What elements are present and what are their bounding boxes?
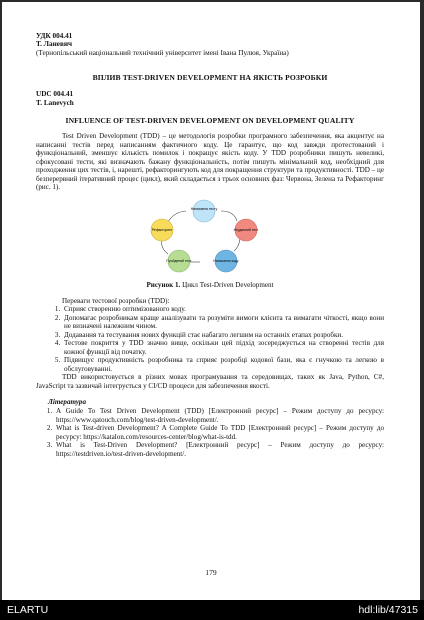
node-failed-test (234, 219, 259, 241)
list-item: 4. Тестове покриття у TDD значно вище, оскільки цей підхід зосереджується на створенні тестів для кожної функції від початку. (62, 339, 384, 356)
list-item: 3. Додавання та тестування нових функцій стає набагато легшим на останніх етапах розробки. (62, 331, 384, 340)
advantages-intro: Переваги тестової розробки (TDD): (62, 296, 170, 305)
node-failed-test-label: Неудачний тест (233, 227, 259, 232)
node-write-test-circle (193, 200, 215, 222)
node-write-code (213, 250, 238, 272)
reference-item: 3. What is Test-Driven Development? [Електронний ресурс] – Режим доступу до ресурсу: https://testdriven.io/test-driven-development/. (54, 441, 384, 458)
node-write-test-label: Написання тесту (190, 206, 218, 211)
document-page (2, 2, 420, 600)
node-passed-test (166, 250, 192, 272)
footer-repository-label: ELARTU (7, 604, 49, 616)
list-item: 5. Підвищує продуктивність розробника та сприяє розробці кодової бази, яка є гнучкою та легкою в обслуговуванні. (62, 356, 384, 373)
node-passed-test-label: Пройдений тест (166, 258, 192, 263)
node-write-test (191, 200, 218, 222)
references-list (36, 407, 384, 458)
diagram-nodes (151, 200, 259, 272)
title-ua: ВПЛИВ TEST-DRIVEN DEVELOPMENT НА ЯКІСТЬ РОЗРОБКИ (92, 73, 328, 83)
affiliation: (Тернопільський національний технічний університет імені Івана Пулюя, Україна) (36, 48, 289, 57)
tdd-cycle-diagram (142, 198, 278, 278)
author-en: T. Lanevych (36, 98, 74, 107)
literature-heading: Література (48, 398, 86, 407)
author-ua: Т. Ланевич (36, 40, 73, 49)
header-en-block (36, 90, 384, 107)
list-item: 2. Допомагає розробникам краще аналізувати та розуміти вимоги клієнта та вимагати чіткості, якщо вони не визначені належним чином. (62, 314, 384, 331)
node-write-code-label: Написання коду (213, 258, 239, 263)
closing-paragraph: TDD використовується в різних мовах програмування та середовищах, таких як Java, Python, C#, JavaScript та зазвичай інтегрується у CI/CD процеси для забезпечення якості. (36, 373, 384, 390)
header-block (36, 32, 384, 57)
intro-paragraph: Test Driven Development (TDD) – це методологія розробки програмного забезпечення, яка акцентує на написанні тестів перед написанням фактичного коду. Це гарантує, що код завжди протестований і функціональний, зменшує кількість помилок і покращує якість коду. У TDD розробники пишуть невеликі, сфокусовані тести, які визначають бажану функціональність, потім пишуть мінімальний код, необхідний для проходження цих тестів, і, нарешті, рефакторингують код для покращення структури та продуктивності. TDD – це безперервний ітеративний процес (цикл), який складається з трьох основних фаз: Червона, Зелена та Рефакторинг (рис. 1). (36, 132, 384, 192)
reference-item: 1. A Guide To Test Driven Development (TDD) [Електронний ресурс] – Режим доступу до ресурсу: https://www.qatouch.com/blog/test-driven-development/. (54, 407, 384, 424)
list-item: 1. Сприяє створенню оптимізованого коду. (62, 305, 384, 314)
caption-label: Рисунок 1. (146, 280, 181, 289)
node-refactoring-label: Рефакторинг (151, 227, 173, 232)
caption-text: Цикл Test-Driven Development (180, 280, 274, 289)
page-number: 179 (205, 568, 217, 577)
title-en: INFLUENCE OF TEST-DRIVEN DEVELOPMENT ON DEVELOPMENT QUALITY (65, 116, 355, 126)
reference-item: 2. What is Test-driven Development? A Complete Guide To TDD [Електронний ресурс] – Режим доступу до ресурсу: https://katalon.com/resources-center/blog/what-is-tdd. (54, 424, 384, 441)
viewer-footer (0, 600, 424, 620)
udc-ua: УДК 004.41 (36, 32, 73, 40)
footer-handle-link[interactable]: hdl:lib/47315 (358, 604, 418, 616)
advantages-list (36, 305, 384, 373)
udc-en: UDC 004.41 (36, 90, 74, 99)
figure-caption (36, 281, 384, 289)
node-refactoring (151, 219, 173, 241)
